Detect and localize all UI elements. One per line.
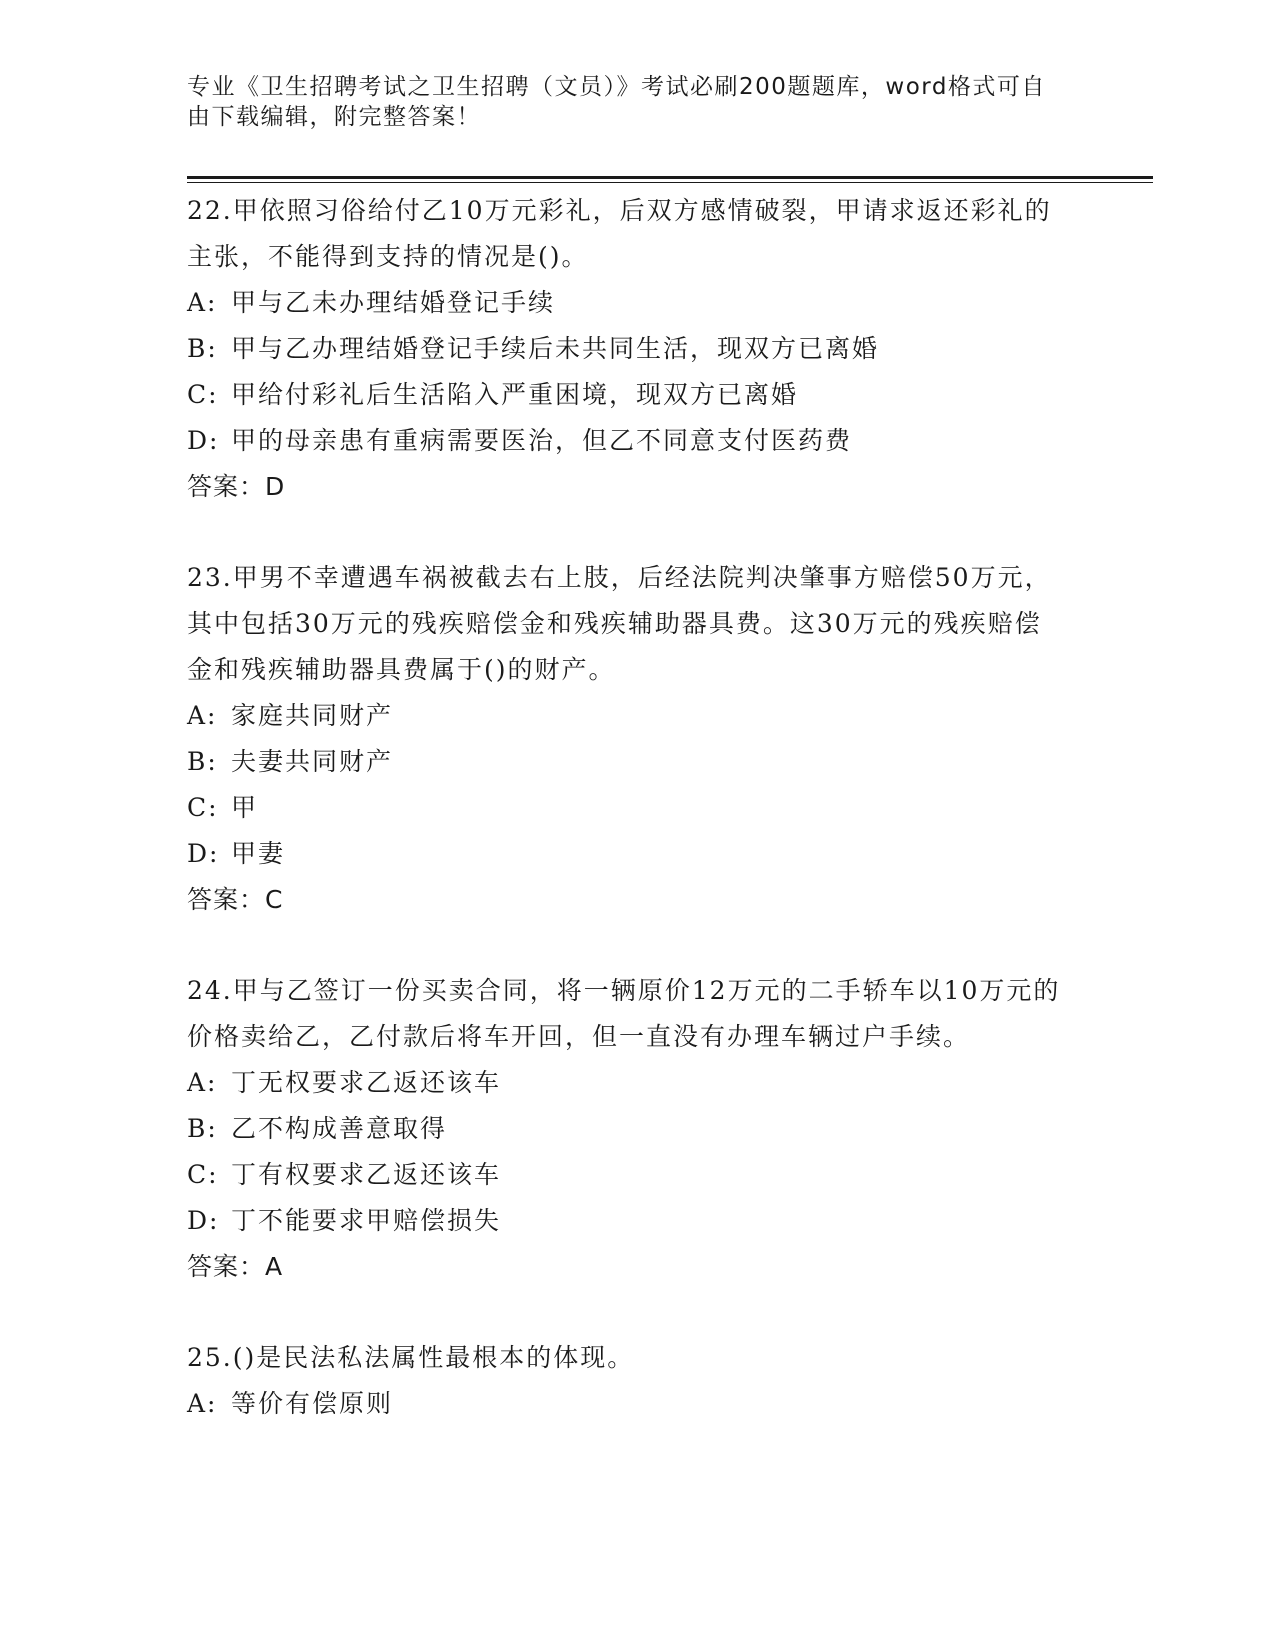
question-25 (187, 1335, 1067, 1427)
option-text: 甲与乙办理结婚登记手续后未共同生活，现双方已离婚 (231, 334, 880, 363)
option-text: 甲与乙未办理结婚登记手续 (231, 288, 556, 317)
option-text: 家庭共同财产 (231, 701, 394, 730)
option-d (187, 418, 1067, 464)
option-a (187, 1381, 1067, 1427)
option-text: 甲的母亲患有重病需要医治，但乙不同意支付医药费 (231, 426, 853, 455)
option-text: 丁无权要求乙返还该车 (231, 1068, 502, 1097)
option-letter: D: (187, 426, 220, 455)
question-list (187, 188, 1067, 1472)
option-a (187, 1060, 1067, 1106)
option-letter: A: (187, 1068, 218, 1097)
question-stem: 22.甲依照习俗给付乙10万元彩礼，后双方感情破裂，甲请求返还彩礼的主张，不能得到支持的情况是()。 (187, 196, 1052, 271)
option-text: 等价有偿原则 (231, 1389, 394, 1418)
option-text: 甲 (231, 793, 259, 822)
answer-label: 答案：D (187, 472, 286, 501)
option-a (187, 693, 1067, 739)
answer-label: 答案：C (187, 885, 284, 914)
option-b (187, 326, 1067, 372)
option-letter: C: (187, 380, 219, 409)
option-c (187, 785, 1067, 831)
option-letter: B: (187, 334, 218, 363)
option-letter: A: (187, 288, 218, 317)
option-c (187, 1152, 1067, 1198)
option-letter: D: (187, 1206, 220, 1235)
answer-label: 答案：A (187, 1252, 284, 1281)
option-text: 丁有权要求乙返还该车 (231, 1160, 502, 1189)
option-a (187, 280, 1067, 326)
option-text: 丁不能要求甲赔偿损失 (231, 1206, 502, 1235)
option-letter: A: (187, 701, 218, 730)
option-text: 夫妻共同财产 (231, 747, 394, 776)
option-letter: C: (187, 793, 219, 822)
header-divider-thin (187, 182, 1153, 183)
question-23 (187, 555, 1067, 923)
header-divider-thick (187, 176, 1153, 179)
option-letter: A: (187, 1389, 218, 1418)
option-d (187, 831, 1067, 877)
option-text: 甲给付彩礼后生活陷入严重困境，现双方已离婚 (231, 380, 799, 409)
option-b (187, 739, 1067, 785)
document-header: 专业《卫生招聘考试之卫生招聘（文员）》考试必刷200题题库，word格式可自由下载编辑，附完整答案！ (187, 74, 1046, 130)
option-b (187, 1106, 1067, 1152)
question-stem: 23.甲男不幸遭遇车祸被截去右上肢，后经法院判决肇事方赔偿50万元，其中包括30万元的残疾赔偿金和残疾辅助器具费。这30万元的残疾赔偿金和残疾辅助器具费属于()的财产。 (187, 563, 1052, 684)
option-letter: C: (187, 1160, 219, 1189)
option-letter: B: (187, 1114, 218, 1143)
option-letter: B: (187, 747, 218, 776)
option-d (187, 1198, 1067, 1244)
question-stem: 24.甲与乙签订一份买卖合同，将一辆原价12万元的二手轿车以10万元的价格卖给乙，乙付款后将车开回，但一直没有办理车辆过户手续。 (187, 976, 1061, 1051)
question-24 (187, 968, 1067, 1290)
option-text: 甲妻 (231, 839, 286, 868)
option-text: 乙不构成善意取得 (231, 1114, 448, 1143)
option-letter: D: (187, 839, 220, 868)
question-22 (187, 188, 1067, 510)
question-stem: 25.()是民法私法属性最根本的体现。 (187, 1343, 635, 1372)
option-c (187, 372, 1067, 418)
